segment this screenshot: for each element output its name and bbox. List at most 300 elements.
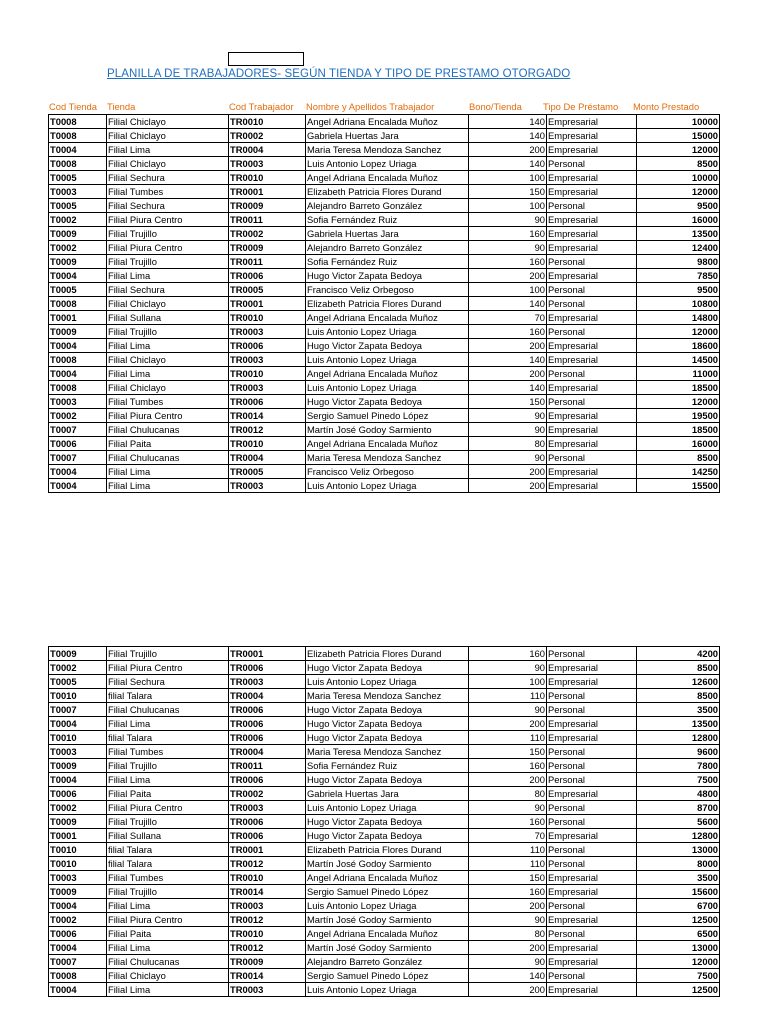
cell-cod-trabajador[interactable]: TR0006 (229, 661, 306, 675)
cell-cod-tienda[interactable]: T0007 (49, 451, 107, 465)
cell-tipo-prestamo[interactable]: Empresarial (547, 675, 637, 689)
cell-cod-tienda[interactable]: T0004 (49, 269, 107, 283)
cell-bono[interactable]: 140 (469, 381, 547, 395)
cell-tipo-prestamo[interactable]: Empresarial (547, 717, 637, 731)
cell-bono[interactable]: 200 (469, 899, 547, 913)
cell-cod-trabajador[interactable]: TR0003 (229, 157, 306, 171)
cell-nombre[interactable]: Angel Adriana Encalada Muñoz (306, 437, 469, 451)
cell-bono[interactable]: 200 (469, 143, 547, 157)
cell-bono[interactable]: 150 (469, 745, 547, 759)
cell-monto[interactable]: 10800 (637, 297, 720, 311)
cell-tipo-prestamo[interactable]: Personal (547, 773, 637, 787)
cell-tienda[interactable]: Filial Chiclayo (107, 297, 229, 311)
cell-cod-trabajador[interactable]: TR0003 (229, 983, 306, 997)
cell-cod-trabajador[interactable]: TR0014 (229, 969, 306, 983)
cell-monto[interactable]: 14250 (637, 465, 720, 479)
cell-bono[interactable]: 160 (469, 255, 547, 269)
cell-nombre[interactable]: Hugo Victor Zapata Bedoya (306, 661, 469, 675)
cell-cod-trabajador[interactable]: TR0001 (229, 647, 306, 661)
cell-cod-tienda[interactable]: T0003 (49, 871, 107, 885)
cell-monto[interactable]: 8500 (637, 451, 720, 465)
cell-monto[interactable]: 18500 (637, 423, 720, 437)
cell-cod-tienda[interactable]: T0010 (49, 689, 107, 703)
cell-nombre[interactable]: Sofia Fernández Ruiz (306, 213, 469, 227)
cell-cod-tienda[interactable]: T0010 (49, 857, 107, 871)
cell-tienda[interactable]: Filial Chiclayo (107, 115, 229, 129)
cell-cod-trabajador[interactable]: TR0009 (229, 241, 306, 255)
cell-monto[interactable]: 15000 (637, 129, 720, 143)
cell-tipo-prestamo[interactable]: Empresarial (547, 311, 637, 325)
cell-tipo-prestamo[interactable]: Empresarial (547, 269, 637, 283)
cell-nombre[interactable]: Francisco Veliz Orbegoso (306, 283, 469, 297)
cell-tipo-prestamo[interactable]: Empresarial (547, 731, 637, 745)
cell-tienda[interactable]: Filial Chiclayo (107, 353, 229, 367)
cell-nombre[interactable]: Martín José Godoy Sarmiento (306, 423, 469, 437)
cell-cod-trabajador[interactable]: TR0006 (229, 717, 306, 731)
cell-tienda[interactable]: filial Talara (107, 689, 229, 703)
cell-monto[interactable]: 7850 (637, 269, 720, 283)
cell-cod-tienda[interactable]: T0009 (49, 227, 107, 241)
cell-bono[interactable]: 90 (469, 661, 547, 675)
cell-tipo-prestamo[interactable]: Empresarial (547, 661, 637, 675)
cell-cod-tienda[interactable]: T0007 (49, 703, 107, 717)
cell-tienda[interactable]: Filial Paita (107, 927, 229, 941)
cell-tienda[interactable]: Filial Lima (107, 717, 229, 731)
cell-bono[interactable]: 200 (469, 479, 547, 493)
cell-tipo-prestamo[interactable]: Empresarial (547, 241, 637, 255)
cell-nombre[interactable]: Maria Teresa Mendoza Sanchez (306, 451, 469, 465)
cell-cod-tienda[interactable]: T0009 (49, 759, 107, 773)
cell-monto[interactable]: 12000 (637, 395, 720, 409)
cell-monto[interactable]: 8500 (637, 661, 720, 675)
cell-cod-trabajador[interactable]: TR0003 (229, 381, 306, 395)
cell-nombre[interactable]: Hugo Victor Zapata Bedoya (306, 339, 469, 353)
cell-tienda[interactable]: Filial Chulucanas (107, 955, 229, 969)
cell-monto[interactable]: 12000 (637, 143, 720, 157)
cell-tienda[interactable]: Filial Tumbes (107, 745, 229, 759)
cell-nombre[interactable]: Elizabeth Patricia Flores Durand (306, 297, 469, 311)
cell-monto[interactable]: 16000 (637, 437, 720, 451)
cell-cod-trabajador[interactable]: TR0004 (229, 745, 306, 759)
cell-bono[interactable]: 200 (469, 367, 547, 381)
cell-bono[interactable]: 160 (469, 325, 547, 339)
cell-bono[interactable]: 200 (469, 983, 547, 997)
cell-bono[interactable]: 90 (469, 409, 547, 423)
cell-nombre[interactable]: Sofia Fernández Ruiz (306, 255, 469, 269)
cell-tienda[interactable]: Filial Chiclayo (107, 129, 229, 143)
cell-tienda[interactable]: Filial Lima (107, 941, 229, 955)
cell-bono[interactable]: 110 (469, 689, 547, 703)
cell-nombre[interactable]: Maria Teresa Mendoza Sanchez (306, 745, 469, 759)
cell-cod-tienda[interactable]: T0007 (49, 423, 107, 437)
cell-tipo-prestamo[interactable]: Empresarial (547, 171, 637, 185)
cell-tienda[interactable]: Filial Tumbes (107, 185, 229, 199)
cell-cod-trabajador[interactable]: TR0004 (229, 451, 306, 465)
cell-tipo-prestamo[interactable]: Personal (547, 703, 637, 717)
cell-cod-tienda[interactable]: T0002 (49, 913, 107, 927)
cell-cod-tienda[interactable]: T0010 (49, 731, 107, 745)
cell-cod-tienda[interactable]: T0006 (49, 437, 107, 451)
cell-tienda[interactable]: Filial Lima (107, 339, 229, 353)
cell-cod-trabajador[interactable]: TR0003 (229, 353, 306, 367)
cell-monto[interactable]: 12500 (637, 913, 720, 927)
cell-tipo-prestamo[interactable]: Personal (547, 843, 637, 857)
cell-tienda[interactable]: Filial Lima (107, 465, 229, 479)
cell-nombre[interactable]: Angel Adriana Encalada Muñoz (306, 927, 469, 941)
cell-cod-tienda[interactable]: T0004 (49, 717, 107, 731)
cell-cod-tienda[interactable]: T0008 (49, 297, 107, 311)
cell-monto[interactable]: 12600 (637, 675, 720, 689)
cell-cod-trabajador[interactable]: TR0012 (229, 941, 306, 955)
cell-nombre[interactable]: Alejandro Barreto González (306, 955, 469, 969)
cell-cod-trabajador[interactable]: TR0002 (229, 227, 306, 241)
cell-cod-trabajador[interactable]: TR0005 (229, 465, 306, 479)
cell-tienda[interactable]: Filial Lima (107, 479, 229, 493)
cell-monto[interactable]: 12500 (637, 983, 720, 997)
cell-tienda[interactable]: Filial Piura Centro (107, 661, 229, 675)
cell-bono[interactable]: 110 (469, 843, 547, 857)
cell-tienda[interactable]: Filial Piura Centro (107, 913, 229, 927)
cell-tienda[interactable]: filial Talara (107, 843, 229, 857)
cell-bono[interactable]: 80 (469, 437, 547, 451)
cell-bono[interactable]: 200 (469, 465, 547, 479)
cell-tipo-prestamo[interactable]: Personal (547, 297, 637, 311)
cell-tipo-prestamo[interactable]: Personal (547, 199, 637, 213)
cell-bono[interactable]: 100 (469, 675, 547, 689)
cell-bono[interactable]: 90 (469, 913, 547, 927)
cell-bono[interactable]: 200 (469, 717, 547, 731)
cell-nombre[interactable]: Martín José Godoy Sarmiento (306, 857, 469, 871)
cell-cod-trabajador[interactable]: TR0001 (229, 843, 306, 857)
cell-cod-tienda[interactable]: T0002 (49, 213, 107, 227)
cell-monto[interactable]: 12000 (637, 325, 720, 339)
cell-cod-tienda[interactable]: T0009 (49, 885, 107, 899)
cell-bono[interactable]: 70 (469, 829, 547, 843)
cell-tienda[interactable]: Filial Paita (107, 787, 229, 801)
cell-monto[interactable]: 13500 (637, 717, 720, 731)
cell-bono[interactable]: 140 (469, 353, 547, 367)
cell-bono[interactable]: 160 (469, 759, 547, 773)
cell-monto[interactable]: 4800 (637, 787, 720, 801)
cell-nombre[interactable]: Luis Antonio Lopez Uriaga (306, 325, 469, 339)
cell-cod-tienda[interactable]: T0008 (49, 129, 107, 143)
cell-bono[interactable]: 100 (469, 283, 547, 297)
cell-cod-tienda[interactable]: T0002 (49, 241, 107, 255)
cell-nombre[interactable]: Angel Adriana Encalada Muñoz (306, 871, 469, 885)
cell-monto[interactable]: 12000 (637, 955, 720, 969)
cell-cod-trabajador[interactable]: TR0006 (229, 731, 306, 745)
cell-monto[interactable]: 13500 (637, 227, 720, 241)
cell-nombre[interactable]: Luis Antonio Lopez Uriaga (306, 801, 469, 815)
cell-tienda[interactable]: Filial Lima (107, 983, 229, 997)
cell-nombre[interactable]: Hugo Victor Zapata Bedoya (306, 773, 469, 787)
cell-nombre[interactable]: Luis Antonio Lopez Uriaga (306, 899, 469, 913)
cell-nombre[interactable]: Hugo Victor Zapata Bedoya (306, 731, 469, 745)
cell-tipo-prestamo[interactable]: Personal (547, 367, 637, 381)
cell-nombre[interactable]: Elizabeth Patricia Flores Durand (306, 843, 469, 857)
cell-bono[interactable]: 150 (469, 395, 547, 409)
cell-cod-trabajador[interactable]: TR0003 (229, 675, 306, 689)
cell-nombre[interactable]: Hugo Victor Zapata Bedoya (306, 815, 469, 829)
cell-cod-tienda[interactable]: T0005 (49, 283, 107, 297)
cell-cod-tienda[interactable]: T0004 (49, 479, 107, 493)
cell-tienda[interactable]: Filial Sechura (107, 171, 229, 185)
cell-tipo-prestamo[interactable]: Empresarial (547, 465, 637, 479)
cell-tipo-prestamo[interactable]: Personal (547, 745, 637, 759)
cell-tienda[interactable]: Filial Trujillo (107, 255, 229, 269)
cell-cod-tienda[interactable]: T0004 (49, 339, 107, 353)
cell-cod-trabajador[interactable]: TR0014 (229, 885, 306, 899)
cell-cod-trabajador[interactable]: TR0012 (229, 423, 306, 437)
cell-tipo-prestamo[interactable]: Empresarial (547, 381, 637, 395)
cell-cod-tienda[interactable]: T0005 (49, 199, 107, 213)
cell-tienda[interactable]: Filial Chiclayo (107, 969, 229, 983)
cell-bono[interactable]: 90 (469, 423, 547, 437)
cell-cod-tienda[interactable]: T0002 (49, 661, 107, 675)
cell-nombre[interactable]: Hugo Victor Zapata Bedoya (306, 395, 469, 409)
cell-tienda[interactable]: Filial Chiclayo (107, 381, 229, 395)
cell-nombre[interactable]: Angel Adriana Encalada Muñoz (306, 367, 469, 381)
cell-tipo-prestamo[interactable]: Personal (547, 647, 637, 661)
cell-bono[interactable]: 90 (469, 801, 547, 815)
cell-cod-tienda[interactable]: T0008 (49, 353, 107, 367)
cell-tipo-prestamo[interactable]: Personal (547, 395, 637, 409)
cell-cod-tienda[interactable]: T0006 (49, 927, 107, 941)
cell-monto[interactable]: 13000 (637, 843, 720, 857)
cell-cod-trabajador[interactable]: TR0009 (229, 955, 306, 969)
cell-cod-trabajador[interactable]: TR0012 (229, 857, 306, 871)
cell-cod-tienda[interactable]: T0009 (49, 255, 107, 269)
cell-tipo-prestamo[interactable]: Empresarial (547, 941, 637, 955)
cell-cod-tienda[interactable]: T0003 (49, 395, 107, 409)
cell-tienda[interactable]: Filial Sechura (107, 675, 229, 689)
cell-bono[interactable]: 200 (469, 941, 547, 955)
cell-monto[interactable]: 8500 (637, 689, 720, 703)
cell-bono[interactable]: 200 (469, 269, 547, 283)
cell-nombre[interactable]: Martín José Godoy Sarmiento (306, 913, 469, 927)
cell-monto[interactable]: 9800 (637, 255, 720, 269)
cell-cod-trabajador[interactable]: TR0006 (229, 829, 306, 843)
cell-nombre[interactable]: Elizabeth Patricia Flores Durand (306, 185, 469, 199)
cell-monto[interactable]: 14800 (637, 311, 720, 325)
cell-bono[interactable]: 140 (469, 297, 547, 311)
cell-bono[interactable]: 200 (469, 773, 547, 787)
cell-tienda[interactable]: Filial Piura Centro (107, 213, 229, 227)
cell-tipo-prestamo[interactable]: Empresarial (547, 185, 637, 199)
cell-tienda[interactable]: Filial Lima (107, 899, 229, 913)
cell-cod-trabajador[interactable]: TR0004 (229, 143, 306, 157)
cell-tipo-prestamo[interactable]: Empresarial (547, 129, 637, 143)
cell-nombre[interactable]: Luis Antonio Lopez Uriaga (306, 479, 469, 493)
cell-tienda[interactable]: Filial Chulucanas (107, 423, 229, 437)
cell-cod-trabajador[interactable]: TR0011 (229, 759, 306, 773)
cell-tienda[interactable]: Filial Chulucanas (107, 703, 229, 717)
cell-tipo-prestamo[interactable]: Empresarial (547, 479, 637, 493)
cell-monto[interactable]: 10000 (637, 115, 720, 129)
cell-tipo-prestamo[interactable]: Personal (547, 451, 637, 465)
cell-tienda[interactable]: Filial Piura Centro (107, 241, 229, 255)
cell-cod-trabajador[interactable]: TR0010 (229, 871, 306, 885)
cell-tienda[interactable]: Filial Tumbes (107, 871, 229, 885)
cell-tienda[interactable]: Filial Sechura (107, 283, 229, 297)
cell-cod-trabajador[interactable]: TR0011 (229, 255, 306, 269)
cell-nombre[interactable]: Alejandro Barreto González (306, 199, 469, 213)
cell-tienda[interactable]: Filial Lima (107, 143, 229, 157)
cell-cod-trabajador[interactable]: TR0003 (229, 801, 306, 815)
cell-cod-trabajador[interactable]: TR0003 (229, 325, 306, 339)
cell-monto[interactable]: 12000 (637, 185, 720, 199)
cell-monto[interactable]: 8500 (637, 157, 720, 171)
cell-tipo-prestamo[interactable]: Personal (547, 759, 637, 773)
cell-cod-trabajador[interactable]: TR0005 (229, 283, 306, 297)
cell-cod-tienda[interactable]: T0004 (49, 983, 107, 997)
cell-cod-trabajador[interactable]: TR0014 (229, 409, 306, 423)
cell-tienda[interactable]: Filial Trujillo (107, 759, 229, 773)
cell-cod-tienda[interactable]: T0002 (49, 409, 107, 423)
cell-nombre[interactable]: Angel Adriana Encalada Muñoz (306, 311, 469, 325)
cell-tipo-prestamo[interactable]: Empresarial (547, 983, 637, 997)
cell-cod-trabajador[interactable]: TR0001 (229, 185, 306, 199)
cell-nombre[interactable]: Luis Antonio Lopez Uriaga (306, 381, 469, 395)
cell-nombre[interactable]: Hugo Victor Zapata Bedoya (306, 717, 469, 731)
cell-bono[interactable]: 100 (469, 199, 547, 213)
cell-tienda[interactable]: Filial Sullana (107, 829, 229, 843)
cell-tipo-prestamo[interactable]: Empresarial (547, 787, 637, 801)
cell-nombre[interactable]: Sofia Fernández Ruiz (306, 759, 469, 773)
cell-tipo-prestamo[interactable]: Personal (547, 283, 637, 297)
cell-tipo-prestamo[interactable]: Personal (547, 689, 637, 703)
cell-cod-trabajador[interactable]: TR0004 (229, 689, 306, 703)
cell-tipo-prestamo[interactable]: Empresarial (547, 115, 637, 129)
cell-cod-tienda[interactable]: T0004 (49, 367, 107, 381)
cell-cod-tienda[interactable]: T0004 (49, 941, 107, 955)
cell-cod-tienda[interactable]: T0009 (49, 325, 107, 339)
cell-cod-trabajador[interactable]: TR0006 (229, 395, 306, 409)
cell-bono[interactable]: 90 (469, 451, 547, 465)
cell-tienda[interactable]: Filial Chulucanas (107, 451, 229, 465)
cell-tipo-prestamo[interactable]: Personal (547, 857, 637, 871)
cell-nombre[interactable]: Angel Adriana Encalada Muñoz (306, 115, 469, 129)
cell-cod-tienda[interactable]: T0008 (49, 381, 107, 395)
cell-monto[interactable]: 15500 (637, 479, 720, 493)
cell-cod-trabajador[interactable]: TR0010 (229, 115, 306, 129)
cell-monto[interactable]: 11000 (637, 367, 720, 381)
cell-cod-trabajador[interactable]: TR0012 (229, 913, 306, 927)
cell-bono[interactable]: 70 (469, 311, 547, 325)
cell-tipo-prestamo[interactable]: Empresarial (547, 339, 637, 353)
cell-tipo-prestamo[interactable]: Personal (547, 927, 637, 941)
cell-monto[interactable]: 6700 (637, 899, 720, 913)
cell-monto[interactable]: 3500 (637, 703, 720, 717)
cell-monto[interactable]: 18500 (637, 381, 720, 395)
cell-cod-trabajador[interactable]: TR0006 (229, 269, 306, 283)
cell-cod-tienda[interactable]: T0005 (49, 171, 107, 185)
cell-cod-tienda[interactable]: T0010 (49, 843, 107, 857)
cell-cod-tienda[interactable]: T0005 (49, 675, 107, 689)
cell-nombre[interactable]: Gabriela Huertas Jara (306, 227, 469, 241)
cell-bono[interactable]: 90 (469, 703, 547, 717)
cell-cod-trabajador[interactable]: TR0002 (229, 787, 306, 801)
cell-monto[interactable]: 9500 (637, 283, 720, 297)
cell-cod-trabajador[interactable]: TR0006 (229, 773, 306, 787)
cell-bono[interactable]: 150 (469, 185, 547, 199)
cell-cod-trabajador[interactable]: TR0003 (229, 899, 306, 913)
cell-nombre[interactable]: Hugo Victor Zapata Bedoya (306, 829, 469, 843)
cell-nombre[interactable]: Gabriela Huertas Jara (306, 787, 469, 801)
cell-tienda[interactable]: Filial Lima (107, 367, 229, 381)
cell-monto[interactable]: 8000 (637, 857, 720, 871)
cell-tienda[interactable]: Filial Trujillo (107, 227, 229, 241)
cell-monto[interactable]: 15600 (637, 885, 720, 899)
cell-tipo-prestamo[interactable]: Empresarial (547, 955, 637, 969)
cell-cod-tienda[interactable]: T0008 (49, 157, 107, 171)
cell-nombre[interactable]: Francisco Veliz Orbegoso (306, 465, 469, 479)
cell-nombre[interactable]: Luis Antonio Lopez Uriaga (306, 675, 469, 689)
cell-monto[interactable]: 8700 (637, 801, 720, 815)
cell-nombre[interactable]: Martín José Godoy Sarmiento (306, 941, 469, 955)
cell-bono[interactable]: 140 (469, 969, 547, 983)
cell-nombre[interactable]: Elizabeth Patricia Flores Durand (306, 647, 469, 661)
cell-cod-trabajador[interactable]: TR0006 (229, 703, 306, 717)
cell-bono[interactable]: 100 (469, 171, 547, 185)
cell-tienda[interactable]: Filial Trujillo (107, 815, 229, 829)
cell-bono[interactable]: 200 (469, 339, 547, 353)
cell-cod-tienda[interactable]: T0004 (49, 773, 107, 787)
cell-tipo-prestamo[interactable]: Empresarial (547, 353, 637, 367)
cell-cod-tienda[interactable]: T0007 (49, 955, 107, 969)
cell-cod-trabajador[interactable]: TR0010 (229, 367, 306, 381)
cell-bono[interactable]: 90 (469, 241, 547, 255)
cell-bono[interactable]: 160 (469, 227, 547, 241)
cell-tienda[interactable]: Filial Trujillo (107, 325, 229, 339)
cell-bono[interactable]: 80 (469, 927, 547, 941)
cell-tipo-prestamo[interactable]: Empresarial (547, 227, 637, 241)
cell-monto[interactable]: 6500 (637, 927, 720, 941)
cell-nombre[interactable]: Luis Antonio Lopez Uriaga (306, 353, 469, 367)
cell-bono[interactable]: 140 (469, 157, 547, 171)
cell-tipo-prestamo[interactable]: Empresarial (547, 913, 637, 927)
cell-tipo-prestamo[interactable]: Empresarial (547, 409, 637, 423)
cell-cod-tienda[interactable]: T0006 (49, 787, 107, 801)
cell-bono[interactable]: 140 (469, 129, 547, 143)
cell-nombre[interactable]: Luis Antonio Lopez Uriaga (306, 983, 469, 997)
cell-bono[interactable]: 160 (469, 647, 547, 661)
cell-nombre[interactable]: Sergio Samuel Pinedo López (306, 885, 469, 899)
cell-tipo-prestamo[interactable]: Personal (547, 899, 637, 913)
cell-cod-trabajador[interactable]: TR0002 (229, 129, 306, 143)
cell-monto[interactable]: 9500 (637, 199, 720, 213)
cell-tienda[interactable]: Filial Sechura (107, 199, 229, 213)
cell-monto[interactable]: 14500 (637, 353, 720, 367)
cell-cod-tienda[interactable]: T0001 (49, 829, 107, 843)
cell-nombre[interactable]: Alejandro Barreto González (306, 241, 469, 255)
cell-tipo-prestamo[interactable]: Personal (547, 801, 637, 815)
cell-tipo-prestamo[interactable]: Personal (547, 325, 637, 339)
cell-monto[interactable]: 13000 (637, 941, 720, 955)
cell-tienda[interactable]: Filial Trujillo (107, 647, 229, 661)
cell-cod-trabajador[interactable]: TR0006 (229, 339, 306, 353)
cell-tienda[interactable]: Filial Piura Centro (107, 801, 229, 815)
cell-monto[interactable]: 9600 (637, 745, 720, 759)
cell-tipo-prestamo[interactable]: Empresarial (547, 885, 637, 899)
cell-nombre[interactable]: Sergio Samuel Pinedo López (306, 969, 469, 983)
cell-nombre[interactable]: Angel Adriana Encalada Muñoz (306, 171, 469, 185)
cell-tienda[interactable]: Filial Lima (107, 269, 229, 283)
cell-cod-tienda[interactable]: T0003 (49, 185, 107, 199)
cell-tipo-prestamo[interactable]: Empresarial (547, 829, 637, 843)
cell-monto[interactable]: 19500 (637, 409, 720, 423)
cell-cod-tienda[interactable]: T0003 (49, 745, 107, 759)
